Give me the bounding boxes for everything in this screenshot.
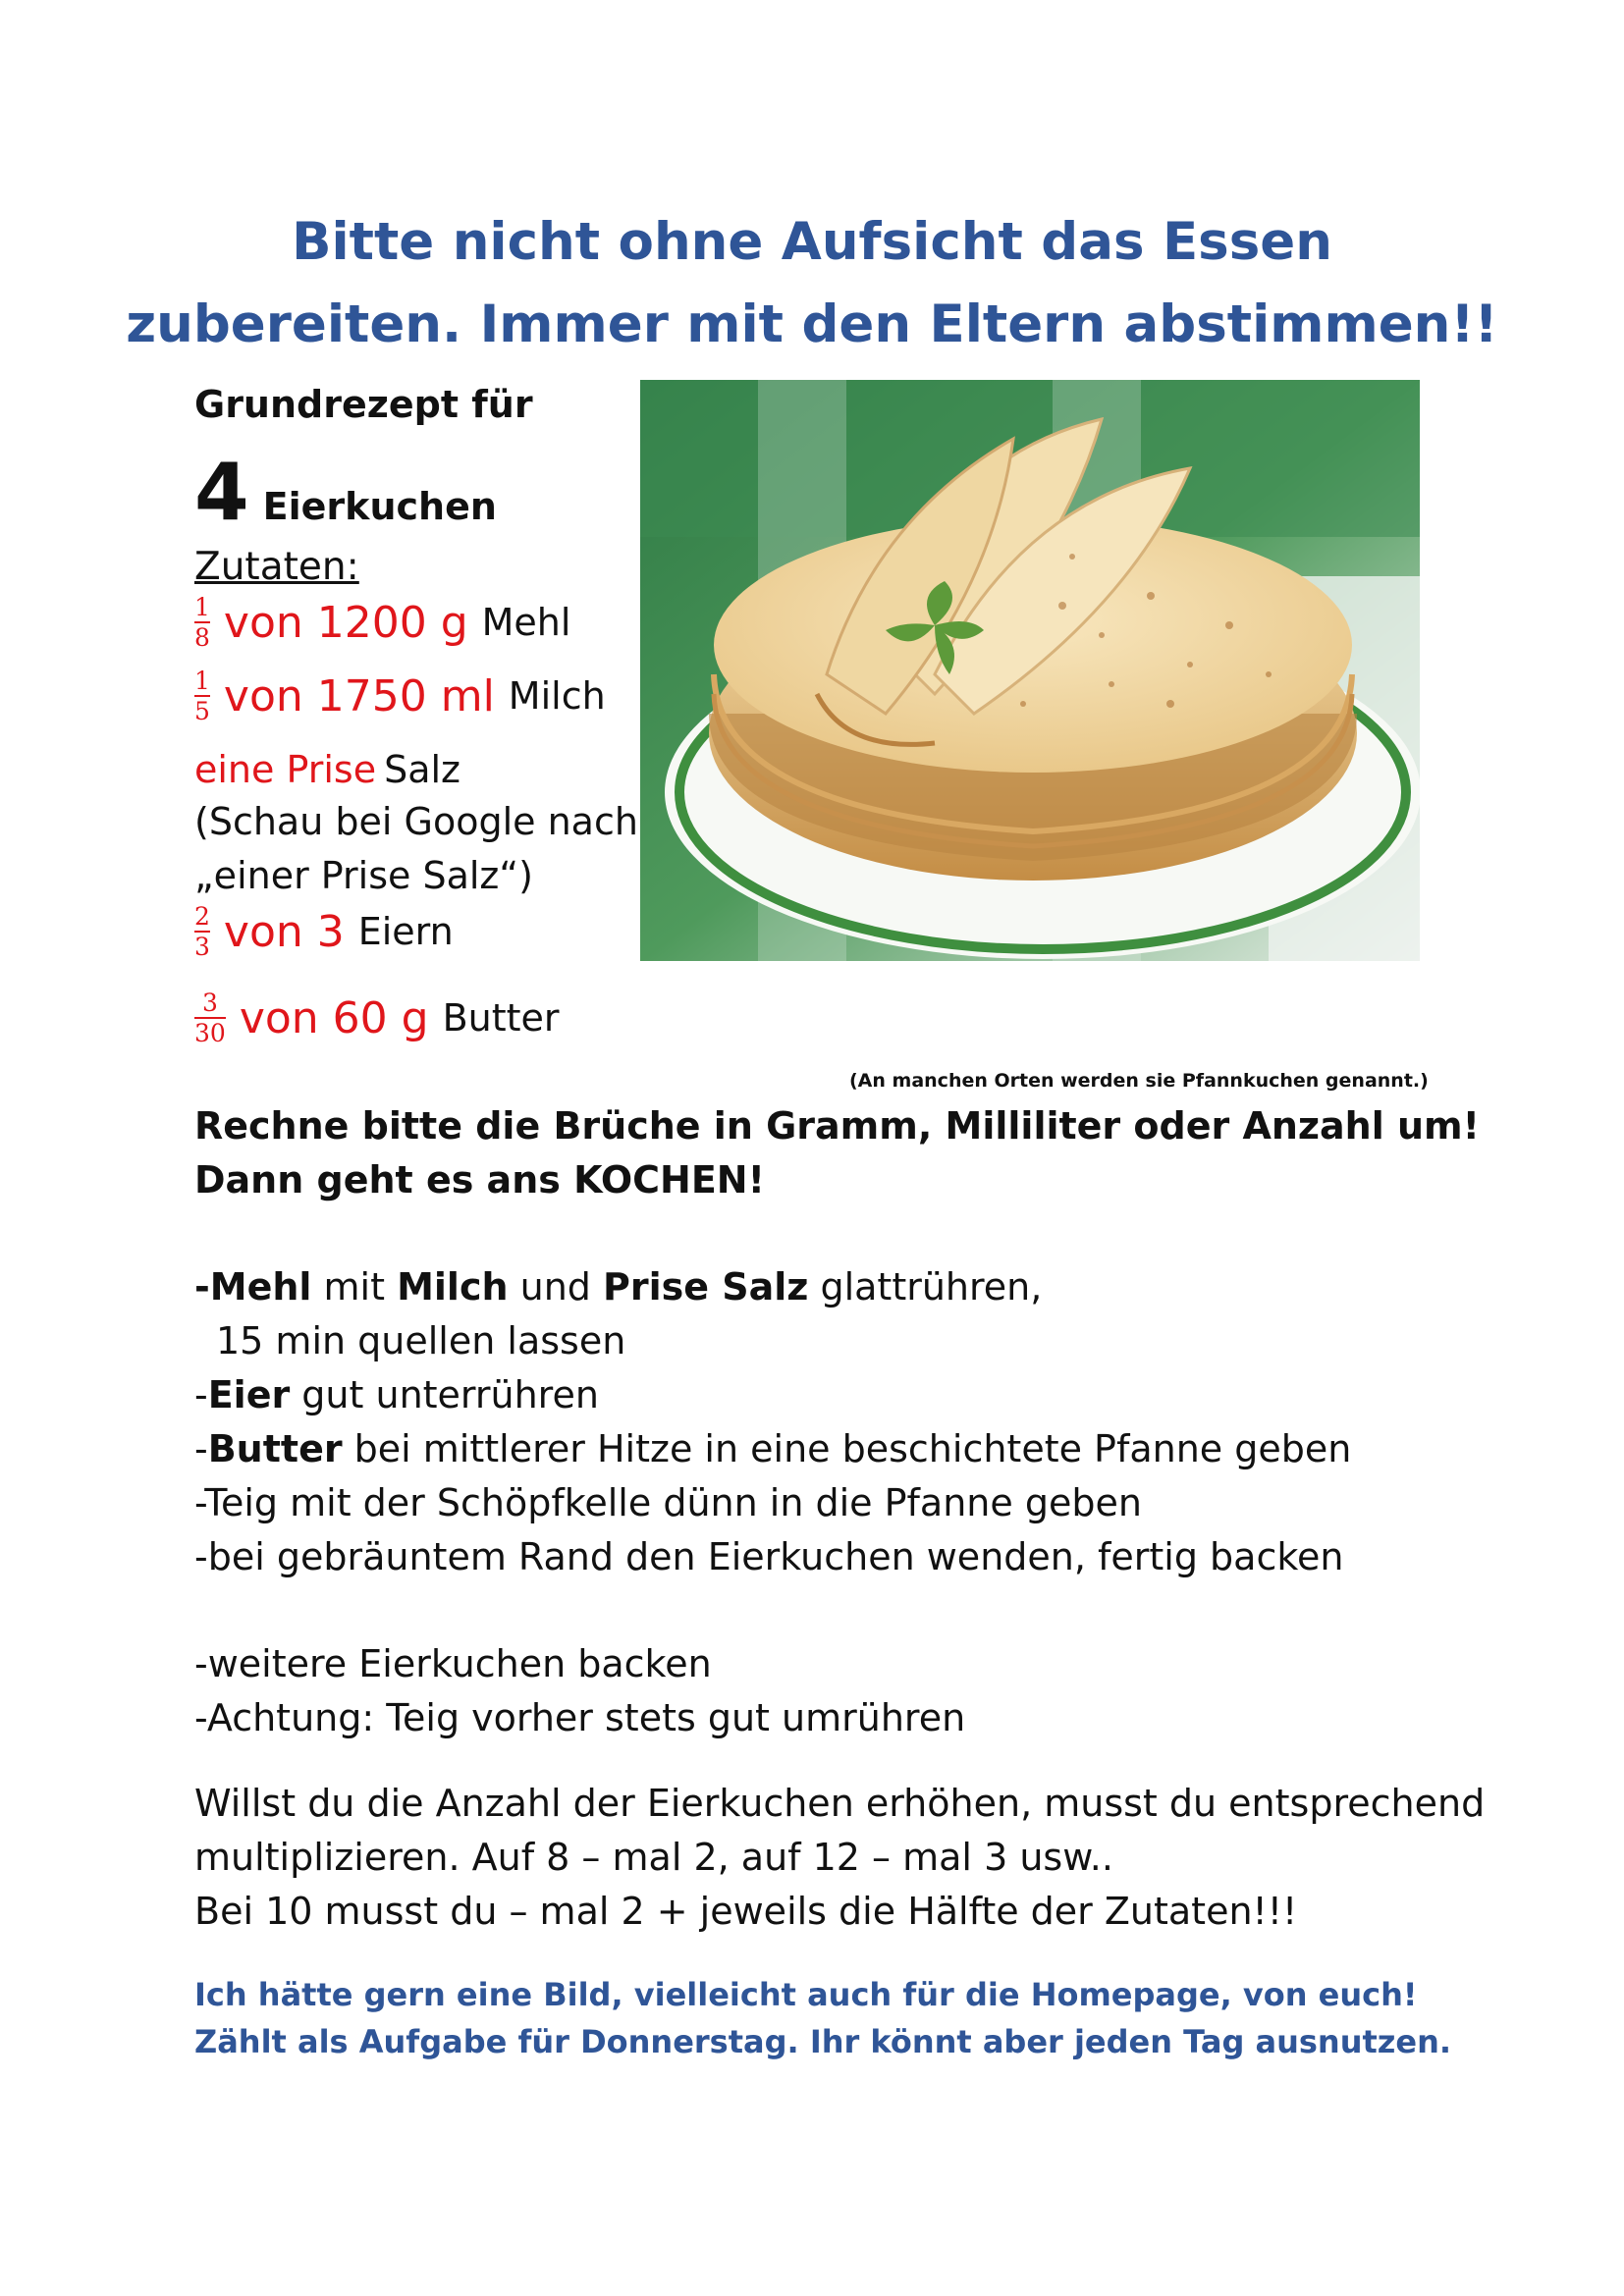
ingredient-amount: von 3 — [223, 906, 345, 957]
fraction — [194, 989, 226, 1046]
ingredient-butter — [194, 989, 560, 1046]
step-1-e: Prise Salz — [602, 1265, 809, 1308]
step-2-a: - — [194, 1373, 208, 1416]
step-1-a: -Mehl — [194, 1265, 312, 1308]
step-5: -bei gebräuntem Rand den Eierkuchen wenden, fertig backen — [194, 1535, 1344, 1578]
instructions-intro — [194, 1099, 1480, 1207]
photo-caption: (An manchen Orten werden sie Pfannkuchen genannt.) — [849, 1070, 1429, 1092]
ingredient-amount: von 1200 g — [223, 597, 468, 648]
step-2 — [194, 1368, 599, 1422]
ingredient-name: Salz — [384, 748, 461, 791]
ingredients-heading: Zutaten: — [194, 545, 359, 589]
scaling-line-3: Bei 10 musst du – mal 2 + jeweils die Hälfte der Zutaten!!! — [194, 1890, 1298, 1933]
ingredient-name: Mehl — [481, 601, 571, 644]
closing-line-1: Ich hätte gern eine Bild, vielleicht auch für die Homepage, von euch! — [194, 1976, 1418, 2013]
step-1-d: und — [508, 1265, 603, 1308]
step-3-b: Butter — [207, 1427, 343, 1470]
ingredient-amount: von 1750 ml — [223, 670, 495, 721]
portion-number: 4 — [194, 447, 249, 538]
fraction — [194, 594, 210, 651]
instructions-intro-line-2: Dann geht es ans KOCHEN! — [194, 1158, 765, 1201]
step-6: -weitere Eierkuchen backen — [194, 1642, 712, 1685]
fraction-denominator: 8 — [194, 623, 210, 652]
fraction-denominator: 3 — [194, 933, 210, 961]
step-1-continued: 15 min quellen lassen — [216, 1319, 626, 1362]
ingredient-eggs — [194, 903, 454, 960]
fraction — [194, 667, 210, 724]
closing-line-2: Zählt als Aufgabe für Donnerstag. Ihr könnt aber jeden Tag ausnutzen. — [194, 2023, 1452, 2060]
ingredient-salt — [194, 748, 460, 791]
salt-note-line-1: (Schau bei Google nach — [194, 800, 638, 843]
portion-label: Eierkuchen — [262, 485, 497, 528]
portion-count — [194, 447, 497, 538]
ingredient-amount: eine Prise — [194, 748, 377, 791]
fraction-denominator: 30 — [194, 1019, 226, 1047]
ingredient-amount: von 60 g — [239, 992, 429, 1043]
fraction-numerator: 1 — [194, 593, 210, 621]
warning-heading — [98, 201, 1526, 366]
step-1-f: glattrühren, — [808, 1265, 1043, 1308]
instructions-intro-line-1: Rechne bitte die Brüche in Gramm, Milliliter oder Anzahl um! — [194, 1104, 1480, 1148]
step-3-a: - — [194, 1427, 208, 1470]
ingredient-name: Eiern — [357, 910, 454, 953]
pancake-photo — [640, 380, 1420, 961]
scaling-line-1: Willst du die Anzahl der Eierkuchen erhöhen, musst du entsprechend — [194, 1782, 1486, 1825]
warning-line-1: Bitte nicht ohne Aufsicht das Essen — [292, 212, 1332, 272]
salt-note-line-2: „einer Prise Salz“) — [194, 854, 533, 897]
step-4: -Teig mit der Schöpfkelle dünn in die Pfanne geben — [194, 1481, 1142, 1524]
step-3-c: bei mittlerer Hitze in eine beschichtete Pfanne geben — [342, 1427, 1352, 1470]
fraction-numerator: 1 — [194, 667, 210, 695]
scaling-line-2: multiplizieren. Auf 8 – mal 2, auf 12 – mal 3 usw.. — [194, 1836, 1113, 1879]
step-1 — [194, 1260, 1042, 1314]
fraction — [194, 903, 210, 960]
recipe-title: Grundrezept für — [194, 383, 533, 426]
closing-note — [194, 1971, 1451, 2065]
warning-line-2: zubereiten. Immer mit den Eltern abstimmen!! — [126, 294, 1498, 354]
ingredient-milk — [194, 667, 606, 724]
scaling-paragraph — [194, 1777, 1485, 1939]
step-7: -Achtung: Teig vorher stets gut umrühren — [194, 1696, 966, 1739]
ingredient-name: Milch — [508, 674, 606, 718]
pancake-illustration — [640, 380, 1420, 961]
ingredient-name: Butter — [442, 996, 560, 1040]
step-2-b: Eier — [207, 1373, 291, 1416]
ingredient-flour — [194, 594, 570, 651]
step-1-b: mit — [311, 1265, 398, 1308]
fraction-denominator: 5 — [194, 697, 210, 725]
fraction-numerator: 2 — [194, 902, 210, 931]
step-2-c: gut unterrühren — [290, 1373, 599, 1416]
step-3 — [194, 1422, 1351, 1476]
fraction-numerator: 3 — [201, 988, 218, 1017]
step-1-c: Milch — [397, 1265, 509, 1308]
